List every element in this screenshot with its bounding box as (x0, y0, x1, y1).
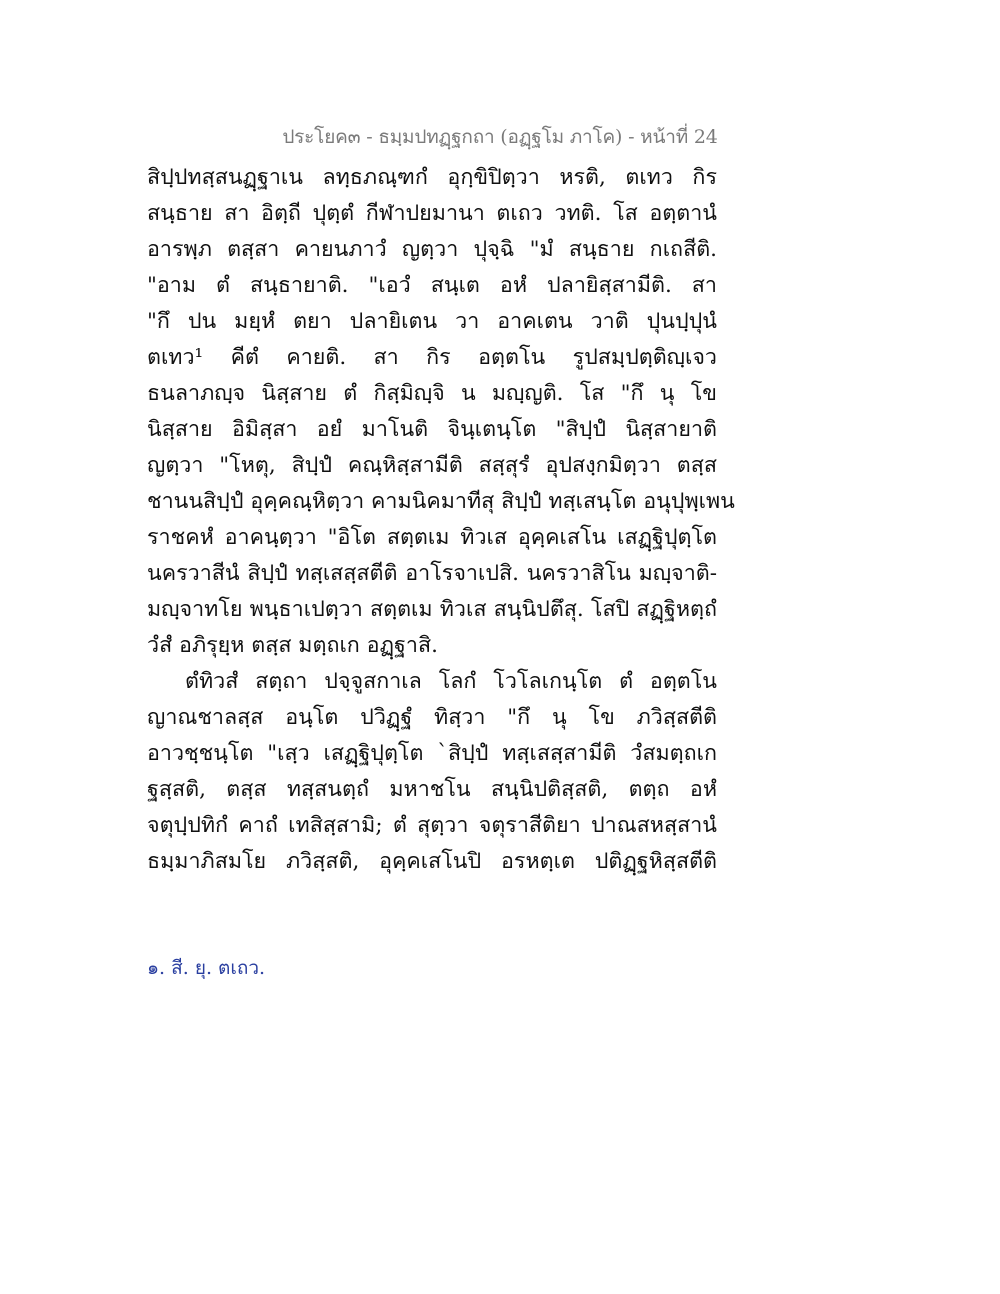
text-line: ตเทว¹ คีตํ คายติ. สา กิร อตฺตโน รูปสมฺปตฺติญฺเจว (147, 345, 717, 370)
text-line: ญตฺวา "โหตุ, สิปฺปํ คณฺหิสฺสามีติ สสฺสุรํ อุปสงฺกมิตฺวา ตสฺส (147, 453, 717, 478)
text-line: ฐสฺสติ, ตสฺส ทสฺสนตฺถํ มหาชโน สนฺนิปติสฺสติ, ตตฺถ อหํ (147, 777, 717, 802)
text-line: ญาณชาลสฺส อนฺโต ปวิฏฺฐํ ทิสฺวา "กึ นุ โข ภวิสฺสตีติ (147, 705, 717, 730)
text-line: อารพฺภ ตสฺสา คายนภาวํ ญตฺวา ปุจฺฉิ "มํ สนฺธาย กเถสีติ. (147, 237, 717, 262)
footnote-text: ๑. สี. ยุ. ตเถว. (147, 957, 266, 979)
text-line: ธมฺมาภิสมโย ภวิสฺสติ, อุคฺคเสโนปิ อรหตฺเต ปติฏฺฐหิสฺสตีติ (147, 849, 717, 874)
text-line: จตุปฺปทิกํ คาถํ เทสิสฺสามิ; ตํ สุตฺวา จตุราสีติยา ปาณสหสฺสานํ (147, 813, 717, 838)
text-line: ตํทิวสํ สตฺถา ปจฺจูสกาเล โลกํ โวโลเกนฺโต ตํ อตฺตโน (185, 669, 717, 694)
running-header (0, 122, 1000, 152)
body-text (147, 160, 735, 880)
text-line: สนฺธาย สา อิตฺถี ปุตฺตํ กีฬาปยมานา ตเถว วทติ. โส อตฺตานํ (147, 201, 717, 226)
text-line: นครวาสีนํ สิปฺปํ ทสฺเสสฺสตีติ อาโรจาเปสิ. นครวาสิโน มญฺจาติ- (147, 561, 717, 586)
text-line: นิสฺสาย อิมิสฺสา อยํ มาโนติ จินฺเตนฺโต "สิปฺปํ นิสฺสายาติ (147, 417, 717, 442)
text-line: "อาม ตํ สนฺธายาติ. "เอวํ สนฺเต อหํ ปลายิสฺสามีติ. สา (147, 273, 717, 298)
text-line: ราชคหํ อาคนฺตฺวา "อิโต สตฺตเม ทิวเส อุคฺคเสโน เสฏฺฐิปุตฺโต (147, 525, 717, 550)
text-line: "กึ ปน มยฺหํ ตยา ปลายิเตน วา อาคเตน วาติ ปุนปฺปุนํ (147, 309, 717, 334)
running-title: ประโยค๓ - ธมฺมปทฏฺฐกถา (อฏฺฐโม ภาโค) - หน้าที่ 24 (282, 126, 718, 148)
text-line: สิปฺปทสฺสนฏฺฐาเน ลทฺธภณฺฑกํ อุกฺขิปิตฺวา หรติ, ตเทว กิร (147, 165, 717, 190)
text-line: อาวชฺชนฺโต "เสฺว เสฏฺฐิปุตฺโต `สิปฺปํ ทสฺเสสฺสามีติ วํสมตฺถเก (147, 741, 717, 766)
text-line: มญฺจาทโย พนฺธาเปตฺวา สตฺตเม ทิวเส สนฺนิปตึสุ. โสปิ สฏฺฐิหตฺถํ (147, 597, 717, 622)
text-line: ชานนสิปฺปํ อุคฺคณฺหิตฺวา คามนิคมาทีสุ สิปฺปํ ทสฺเสนฺโต อนุปุพฺเพน (147, 489, 735, 514)
footnote (147, 953, 265, 983)
text-line: วํสํ อภิรุยฺห ตสฺส มตฺถเก อฏฺฐาสิ. (147, 633, 438, 658)
text-line: ธนลาภญฺจ นิสฺสาย ตํ กิสฺมิญฺจิ น มญฺญติ. โส "กึ นุ โข (147, 381, 717, 406)
